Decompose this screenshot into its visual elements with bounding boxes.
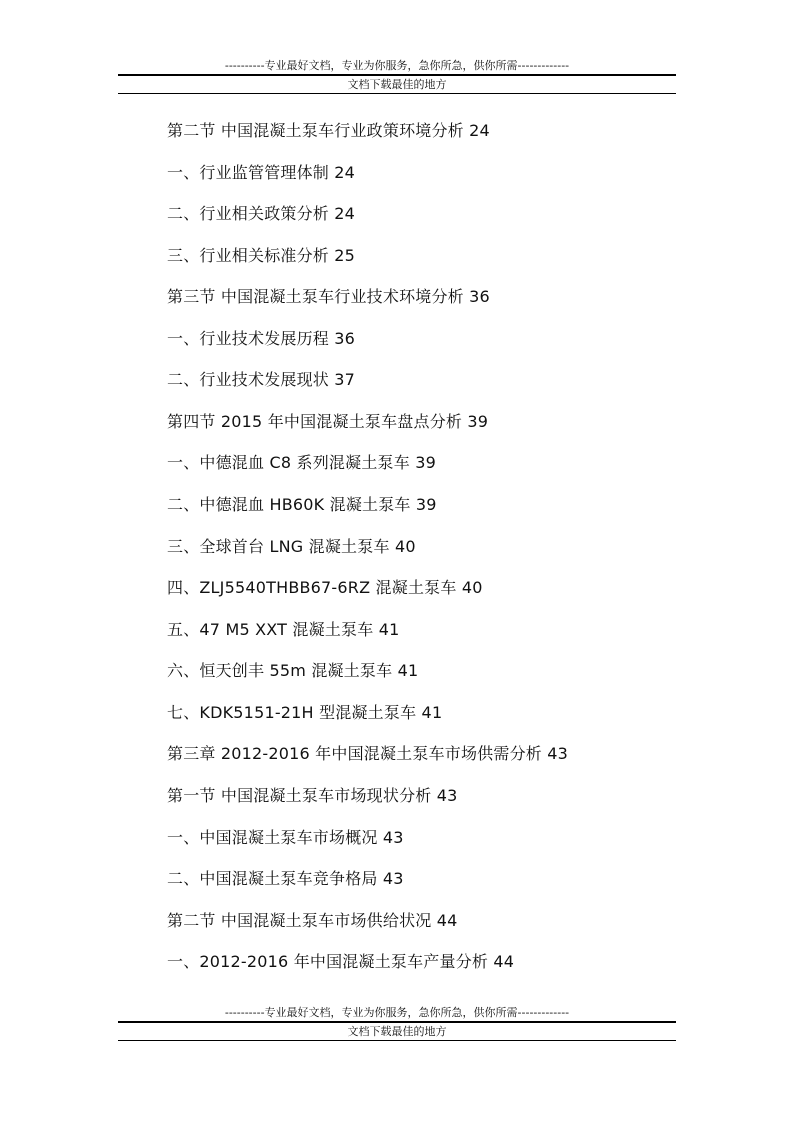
footer-rule-bottom	[118, 1040, 676, 1041]
toc-line: 二、行业技术发展现状 37	[167, 370, 356, 389]
toc-line: 七、KDK5151-21H 型混凝土泵车 41	[167, 703, 443, 722]
toc-line: 第二节 中国混凝土泵车市场供给状况 44	[167, 911, 458, 930]
toc-line: 三、全球首台 LNG 混凝土泵车 40	[167, 537, 416, 556]
toc-line: 一、行业技术发展历程 36	[167, 329, 356, 348]
toc-line: 一、行业监管管理体制 24	[167, 163, 356, 182]
footer-subtitle: 文档下载最佳的地方	[347, 1025, 447, 1038]
toc-line: 五、47 M5 XXT 混凝土泵车 41	[167, 620, 400, 639]
footer-rule-top	[118, 1021, 676, 1023]
toc-line: 第一节 中国混凝土泵车市场现状分析 43	[167, 786, 458, 805]
toc-line: 三、行业相关标准分析 25	[167, 246, 356, 265]
toc-line: 二、中德混血 HB60K 混凝土泵车 39	[167, 495, 437, 514]
toc-line: 四、ZLJ5540THBB67-6RZ 混凝土泵车 40	[167, 578, 483, 597]
toc-line: 一、中德混血 C8 系列混凝土泵车 39	[167, 453, 436, 472]
header-tagline: ----------专业最好文档，专业为你服务，急你所急，供你所需-------------	[224, 59, 570, 72]
toc-line: 第二节 中国混凝土泵车行业政策环境分析 24	[167, 121, 490, 140]
header-rule-top	[118, 74, 676, 76]
toc-line: 六、恒天创丰 55m 混凝土泵车 41	[167, 661, 419, 680]
toc-line: 第三章 2012-2016 年中国混凝土泵车市场供需分析 43	[167, 744, 569, 763]
toc-line: 一、中国混凝土泵车市场概况 43	[167, 828, 404, 847]
toc-line: 二、中国混凝土泵车竞争格局 43	[167, 869, 404, 888]
toc-line: 二、行业相关政策分析 24	[167, 204, 356, 223]
toc-line: 第四节 2015 年中国混凝土泵车盘点分析 39	[167, 412, 489, 431]
toc-line: 一、2012-2016 年中国混凝土泵车产量分析 44	[167, 952, 515, 971]
header-rule-bottom	[118, 93, 676, 94]
toc-line: 第三节 中国混凝土泵车行业技术环境分析 36	[167, 287, 490, 306]
footer-tagline: ----------专业最好文档，专业为你服务，急你所急，供你所需-------------	[224, 1006, 570, 1019]
header-subtitle: 文档下载最佳的地方	[347, 78, 447, 91]
